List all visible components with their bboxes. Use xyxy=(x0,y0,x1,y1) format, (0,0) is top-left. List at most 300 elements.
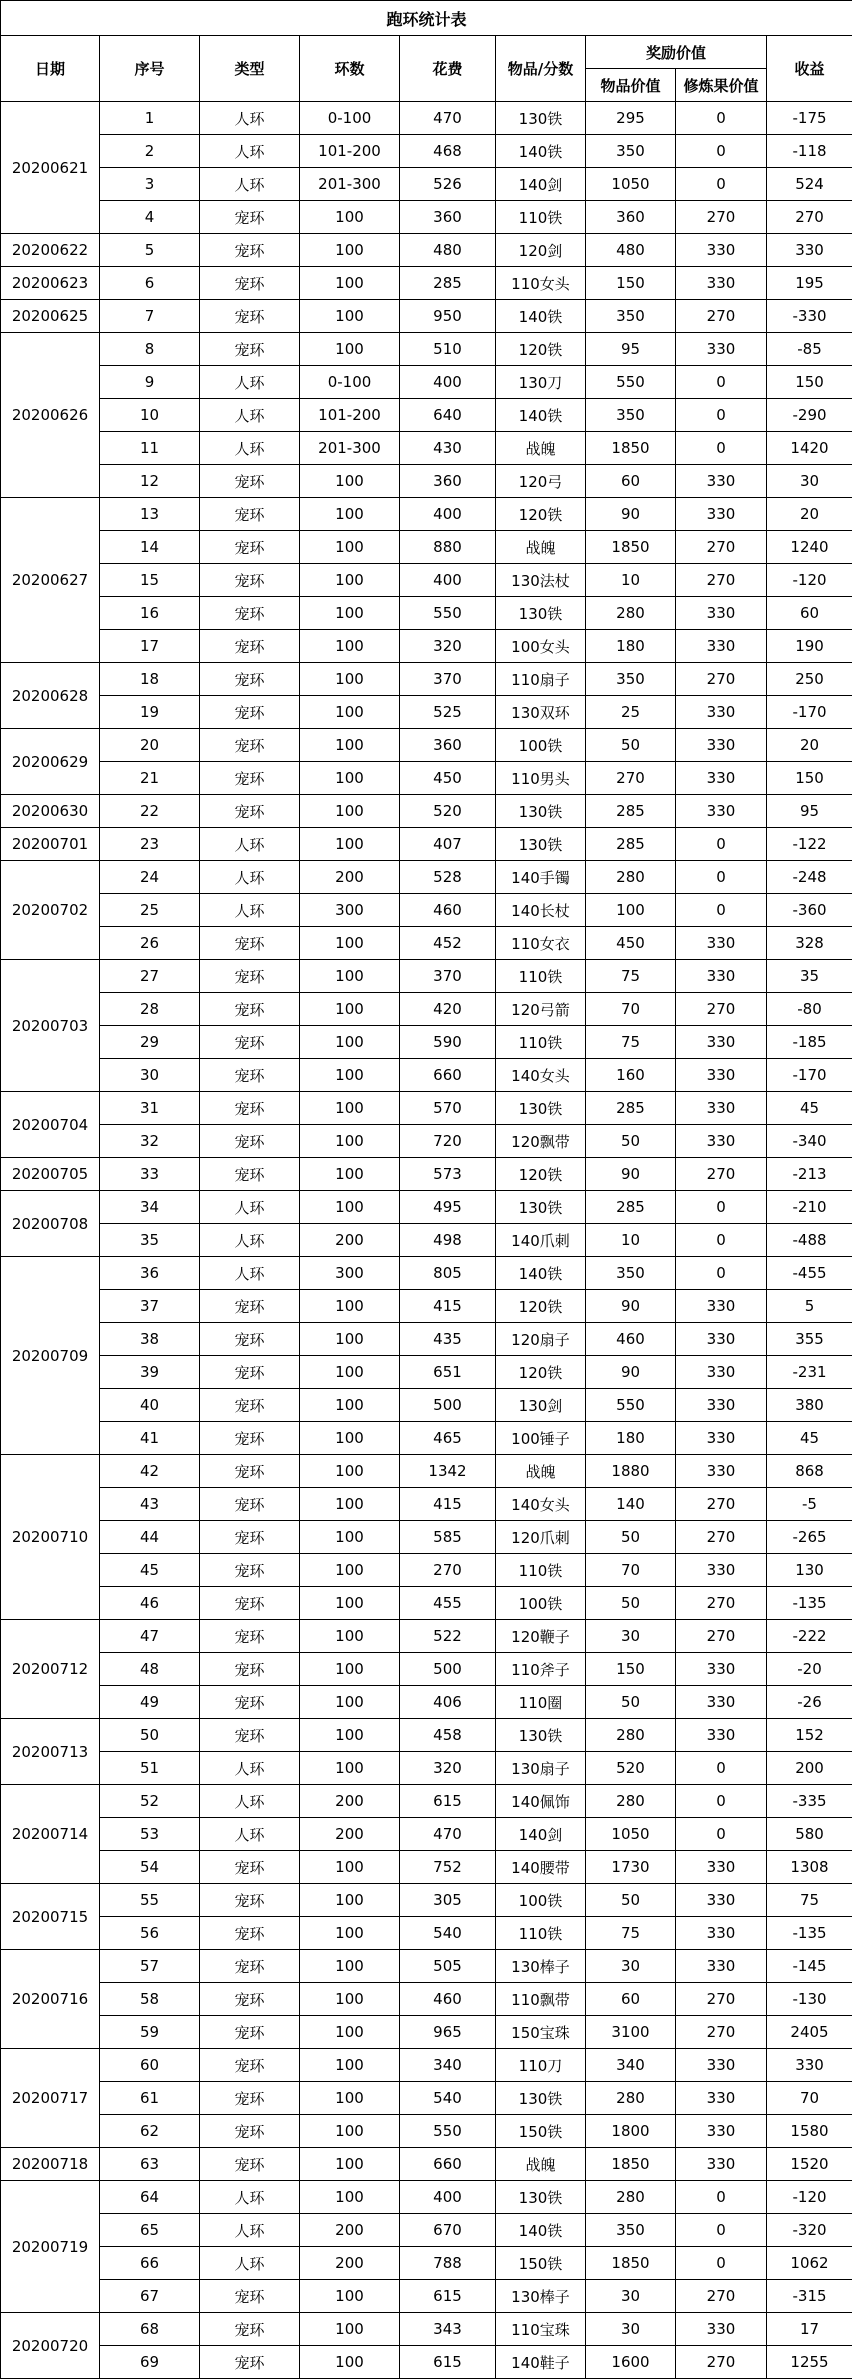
item-value-cell: 50 xyxy=(586,1884,676,1917)
fruit-value-cell: 330 xyxy=(676,729,767,762)
header-fruit-value: 修炼果价值 xyxy=(676,69,767,102)
table-row xyxy=(1,1488,852,1521)
item-value-cell: 180 xyxy=(586,1422,676,1455)
cost-cell: 430 xyxy=(400,432,496,465)
rings-cell: 100 xyxy=(300,498,400,531)
date-cell: 20200702 xyxy=(1,861,100,960)
table-row xyxy=(1,1719,852,1752)
rings-cell: 200 xyxy=(300,2214,400,2247)
item-cell: 100铁 xyxy=(496,729,586,762)
item-cell: 战魄 xyxy=(496,432,586,465)
fruit-value-cell: 0 xyxy=(676,861,767,894)
table-row xyxy=(1,1422,852,1455)
cost-cell: 340 xyxy=(400,2049,496,2082)
table-row xyxy=(1,1356,852,1389)
table-row xyxy=(1,894,852,927)
table-row xyxy=(1,1818,852,1851)
rings-cell: 100 xyxy=(300,1917,400,1950)
date-cell: 20200713 xyxy=(1,1719,100,1785)
profit-cell: 330 xyxy=(767,2049,852,2082)
type-cell: 人环 xyxy=(200,2214,300,2247)
table-row xyxy=(1,201,852,234)
profit-cell: -130 xyxy=(767,1983,852,2016)
rings-cell: 200 xyxy=(300,2247,400,2280)
profit-cell: -265 xyxy=(767,1521,852,1554)
item-value-cell: 60 xyxy=(586,465,676,498)
cost-cell: 540 xyxy=(400,2082,496,2115)
rings-cell: 100 xyxy=(300,465,400,498)
date-cell: 20200622 xyxy=(1,234,100,267)
seq-cell: 42 xyxy=(100,1455,200,1488)
cost-cell: 570 xyxy=(400,1092,496,1125)
type-cell: 宠环 xyxy=(200,531,300,564)
item-value-cell: 3100 xyxy=(586,2016,676,2049)
table-row xyxy=(1,2148,852,2181)
type-cell: 宠环 xyxy=(200,1455,300,1488)
header-rings: 环数 xyxy=(300,36,400,102)
item-cell: 110铁 xyxy=(496,201,586,234)
fruit-value-cell: 0 xyxy=(676,1257,767,1290)
cost-cell: 500 xyxy=(400,1653,496,1686)
cost-cell: 470 xyxy=(400,1818,496,1851)
fruit-value-cell: 330 xyxy=(676,465,767,498)
rings-cell: 100 xyxy=(300,960,400,993)
item-cell: 130铁 xyxy=(496,828,586,861)
seq-cell: 66 xyxy=(100,2247,200,2280)
profit-cell: -330 xyxy=(767,300,852,333)
type-cell: 人环 xyxy=(200,894,300,927)
type-cell: 宠环 xyxy=(200,1884,300,1917)
profit-cell: -135 xyxy=(767,1587,852,1620)
fruit-value-cell: 330 xyxy=(676,960,767,993)
fruit-value-cell: 330 xyxy=(676,1719,767,1752)
cost-cell: 950 xyxy=(400,300,496,333)
profit-cell: 580 xyxy=(767,1818,852,1851)
seq-cell: 25 xyxy=(100,894,200,927)
profit-cell: -145 xyxy=(767,1950,852,1983)
seq-cell: 30 xyxy=(100,1059,200,1092)
type-cell: 宠环 xyxy=(200,1488,300,1521)
type-cell: 人环 xyxy=(200,2247,300,2280)
cost-cell: 522 xyxy=(400,1620,496,1653)
date-cell: 20200630 xyxy=(1,795,100,828)
seq-cell: 41 xyxy=(100,1422,200,1455)
item-cell: 120弓箭 xyxy=(496,993,586,1026)
cost-cell: 420 xyxy=(400,993,496,1026)
item-value-cell: 25 xyxy=(586,696,676,729)
item-cell: 140剑 xyxy=(496,1818,586,1851)
seq-cell: 69 xyxy=(100,2346,200,2379)
item-cell: 130刀 xyxy=(496,366,586,399)
fruit-value-cell: 0 xyxy=(676,366,767,399)
fruit-value-cell: 330 xyxy=(676,1356,767,1389)
item-cell: 130双环 xyxy=(496,696,586,729)
table-row xyxy=(1,135,852,168)
type-cell: 宠环 xyxy=(200,2115,300,2148)
type-cell: 宠环 xyxy=(200,1983,300,2016)
date-cell: 20200717 xyxy=(1,2049,100,2148)
cost-cell: 343 xyxy=(400,2313,496,2346)
fruit-value-cell: 0 xyxy=(676,1752,767,1785)
table-row xyxy=(1,399,852,432)
seq-cell: 59 xyxy=(100,2016,200,2049)
cost-cell: 415 xyxy=(400,1290,496,1323)
seq-cell: 39 xyxy=(100,1356,200,1389)
fruit-value-cell: 270 xyxy=(676,2016,767,2049)
cost-cell: 526 xyxy=(400,168,496,201)
profit-cell: 45 xyxy=(767,1092,852,1125)
table-row xyxy=(1,1191,852,1224)
seq-cell: 21 xyxy=(100,762,200,795)
fruit-value-cell: 330 xyxy=(676,2082,767,2115)
date-cell: 20200708 xyxy=(1,1191,100,1257)
rings-cell: 100 xyxy=(300,2049,400,2082)
item-cell: 120弓 xyxy=(496,465,586,498)
type-cell: 宠环 xyxy=(200,1851,300,1884)
seq-cell: 24 xyxy=(100,861,200,894)
profit-cell: -170 xyxy=(767,1059,852,1092)
item-value-cell: 350 xyxy=(586,300,676,333)
item-cell: 110铁 xyxy=(496,1554,586,1587)
cost-cell: 407 xyxy=(400,828,496,861)
cost-cell: 460 xyxy=(400,1983,496,2016)
table-row xyxy=(1,366,852,399)
cost-cell: 880 xyxy=(400,531,496,564)
seq-cell: 34 xyxy=(100,1191,200,1224)
item-cell: 140长杖 xyxy=(496,894,586,927)
cost-cell: 585 xyxy=(400,1521,496,1554)
rings-cell: 300 xyxy=(300,1257,400,1290)
item-cell: 110飘带 xyxy=(496,1983,586,2016)
table-row xyxy=(1,795,852,828)
fruit-value-cell: 0 xyxy=(676,2214,767,2247)
item-cell: 140铁 xyxy=(496,1257,586,1290)
item-value-cell: 360 xyxy=(586,201,676,234)
rings-cell: 100 xyxy=(300,597,400,630)
type-cell: 宠环 xyxy=(200,1356,300,1389)
table-row xyxy=(1,861,852,894)
cost-cell: 458 xyxy=(400,1719,496,1752)
seq-cell: 37 xyxy=(100,1290,200,1323)
table-row xyxy=(1,1950,852,1983)
cost-cell: 370 xyxy=(400,960,496,993)
rings-cell: 100 xyxy=(300,1488,400,1521)
profit-cell: -120 xyxy=(767,2181,852,2214)
item-cell: 150铁 xyxy=(496,2115,586,2148)
item-cell: 110男头 xyxy=(496,762,586,795)
cost-cell: 640 xyxy=(400,399,496,432)
header-type: 类型 xyxy=(200,36,300,102)
type-cell: 人环 xyxy=(200,168,300,201)
table-row xyxy=(1,333,852,366)
date-cell: 20200628 xyxy=(1,663,100,729)
cost-cell: 320 xyxy=(400,630,496,663)
item-cell: 140剑 xyxy=(496,168,586,201)
type-cell: 人环 xyxy=(200,399,300,432)
item-cell: 战魄 xyxy=(496,1455,586,1488)
profit-cell: -120 xyxy=(767,564,852,597)
fruit-value-cell: 330 xyxy=(676,1422,767,1455)
profit-cell: 868 xyxy=(767,1455,852,1488)
profit-cell: -20 xyxy=(767,1653,852,1686)
cost-cell: 498 xyxy=(400,1224,496,1257)
seq-cell: 68 xyxy=(100,2313,200,2346)
cost-cell: 615 xyxy=(400,1785,496,1818)
date-cell: 20200625 xyxy=(1,300,100,333)
type-cell: 宠环 xyxy=(200,1158,300,1191)
seq-cell: 6 xyxy=(100,267,200,300)
type-cell: 宠环 xyxy=(200,2346,300,2379)
date-cell: 20200716 xyxy=(1,1950,100,2049)
profit-cell: 150 xyxy=(767,762,852,795)
type-cell: 宠环 xyxy=(200,1554,300,1587)
seq-cell: 31 xyxy=(100,1092,200,1125)
rings-cell: 200 xyxy=(300,861,400,894)
table-row xyxy=(1,2082,852,2115)
seq-cell: 38 xyxy=(100,1323,200,1356)
item-value-cell: 1730 xyxy=(586,1851,676,1884)
item-cell: 140铁 xyxy=(496,2214,586,2247)
cost-cell: 670 xyxy=(400,2214,496,2247)
item-cell: 130棒子 xyxy=(496,1950,586,1983)
item-cell: 130铁 xyxy=(496,102,586,135)
rings-cell: 100 xyxy=(300,1620,400,1653)
item-value-cell: 50 xyxy=(586,1686,676,1719)
seq-cell: 9 xyxy=(100,366,200,399)
fruit-value-cell: 0 xyxy=(676,1785,767,1818)
date-cell: 20200712 xyxy=(1,1620,100,1719)
seq-cell: 29 xyxy=(100,1026,200,1059)
item-value-cell: 350 xyxy=(586,663,676,696)
table-row xyxy=(1,1257,852,1290)
fruit-value-cell: 330 xyxy=(676,1455,767,1488)
profit-cell: 20 xyxy=(767,729,852,762)
rings-cell: 100 xyxy=(300,1092,400,1125)
date-cell: 20200621 xyxy=(1,102,100,234)
rings-cell: 101-200 xyxy=(300,135,400,168)
type-cell: 宠环 xyxy=(200,1422,300,1455)
header-profit: 收益 xyxy=(767,36,852,102)
cost-cell: 752 xyxy=(400,1851,496,1884)
cost-cell: 590 xyxy=(400,1026,496,1059)
item-value-cell: 280 xyxy=(586,1785,676,1818)
type-cell: 宠环 xyxy=(200,795,300,828)
table-row xyxy=(1,1587,852,1620)
type-cell: 人环 xyxy=(200,432,300,465)
cost-cell: 550 xyxy=(400,2115,496,2148)
item-value-cell: 1850 xyxy=(586,2247,676,2280)
item-value-cell: 285 xyxy=(586,1092,676,1125)
type-cell: 宠环 xyxy=(200,2148,300,2181)
cost-cell: 406 xyxy=(400,1686,496,1719)
profit-cell: -488 xyxy=(767,1224,852,1257)
item-value-cell: 480 xyxy=(586,234,676,267)
fruit-value-cell: 0 xyxy=(676,2181,767,2214)
seq-cell: 44 xyxy=(100,1521,200,1554)
seq-cell: 15 xyxy=(100,564,200,597)
type-cell: 宠环 xyxy=(200,729,300,762)
seq-cell: 26 xyxy=(100,927,200,960)
profit-cell: -5 xyxy=(767,1488,852,1521)
seq-cell: 16 xyxy=(100,597,200,630)
item-cell: 120剑 xyxy=(496,234,586,267)
fruit-value-cell: 270 xyxy=(676,1521,767,1554)
type-cell: 宠环 xyxy=(200,663,300,696)
rings-cell: 100 xyxy=(300,333,400,366)
profit-cell: -340 xyxy=(767,1125,852,1158)
seq-cell: 17 xyxy=(100,630,200,663)
item-value-cell: 1850 xyxy=(586,531,676,564)
seq-cell: 10 xyxy=(100,399,200,432)
seq-cell: 47 xyxy=(100,1620,200,1653)
fruit-value-cell: 330 xyxy=(676,1125,767,1158)
table-row xyxy=(1,432,852,465)
item-cell: 140佩饰 xyxy=(496,1785,586,1818)
seq-cell: 11 xyxy=(100,432,200,465)
table-row xyxy=(1,2280,852,2313)
seq-cell: 43 xyxy=(100,1488,200,1521)
item-value-cell: 30 xyxy=(586,1620,676,1653)
item-value-cell: 75 xyxy=(586,1026,676,1059)
profit-cell: 95 xyxy=(767,795,852,828)
profit-cell: 152 xyxy=(767,1719,852,1752)
profit-cell: -210 xyxy=(767,1191,852,1224)
item-cell: 140手镯 xyxy=(496,861,586,894)
type-cell: 宠环 xyxy=(200,1620,300,1653)
table-row xyxy=(1,1620,852,1653)
item-value-cell: 550 xyxy=(586,366,676,399)
type-cell: 人环 xyxy=(200,861,300,894)
header-item-value: 物品价值 xyxy=(586,69,676,102)
profit-cell: 1240 xyxy=(767,531,852,564)
item-value-cell: 285 xyxy=(586,828,676,861)
rings-cell: 100 xyxy=(300,2016,400,2049)
profit-cell: 2405 xyxy=(767,2016,852,2049)
cost-cell: 415 xyxy=(400,1488,496,1521)
profit-cell: 75 xyxy=(767,1884,852,1917)
seq-cell: 7 xyxy=(100,300,200,333)
fruit-value-cell: 330 xyxy=(676,1389,767,1422)
type-cell: 宠环 xyxy=(200,1290,300,1323)
item-value-cell: 340 xyxy=(586,2049,676,2082)
item-cell: 100女头 xyxy=(496,630,586,663)
date-cell: 20200705 xyxy=(1,1158,100,1191)
rings-cell: 200 xyxy=(300,1785,400,1818)
fruit-value-cell: 0 xyxy=(676,399,767,432)
table-row xyxy=(1,1092,852,1125)
item-value-cell: 1800 xyxy=(586,2115,676,2148)
rings-cell: 100 xyxy=(300,1587,400,1620)
item-value-cell: 1880 xyxy=(586,1455,676,1488)
item-value-cell: 50 xyxy=(586,1521,676,1554)
seq-cell: 13 xyxy=(100,498,200,531)
fruit-value-cell: 270 xyxy=(676,663,767,696)
profit-cell: -320 xyxy=(767,2214,852,2247)
seq-cell: 53 xyxy=(100,1818,200,1851)
rings-cell: 100 xyxy=(300,2082,400,2115)
item-value-cell: 280 xyxy=(586,1719,676,1752)
item-value-cell: 90 xyxy=(586,1290,676,1323)
cost-cell: 465 xyxy=(400,1422,496,1455)
fruit-value-cell: 330 xyxy=(676,762,767,795)
fruit-value-cell: 330 xyxy=(676,2115,767,2148)
seq-cell: 64 xyxy=(100,2181,200,2214)
item-cell: 140铁 xyxy=(496,300,586,333)
header-reward: 奖励价值 xyxy=(586,36,767,69)
item-value-cell: 30 xyxy=(586,1950,676,1983)
rings-cell: 100 xyxy=(300,564,400,597)
table-row xyxy=(1,1884,852,1917)
fruit-value-cell: 330 xyxy=(676,1290,767,1323)
seq-cell: 27 xyxy=(100,960,200,993)
rings-cell: 100 xyxy=(300,201,400,234)
profit-cell: 17 xyxy=(767,2313,852,2346)
fruit-value-cell: 0 xyxy=(676,135,767,168)
item-value-cell: 350 xyxy=(586,399,676,432)
cost-cell: 505 xyxy=(400,1950,496,1983)
seq-cell: 63 xyxy=(100,2148,200,2181)
table-row xyxy=(1,729,852,762)
table-row xyxy=(1,1917,852,1950)
table-row xyxy=(1,1983,852,2016)
table-row xyxy=(1,663,852,696)
item-cell: 130铁 xyxy=(496,2181,586,2214)
rings-cell: 100 xyxy=(300,1686,400,1719)
item-value-cell: 140 xyxy=(586,1488,676,1521)
fruit-value-cell: 270 xyxy=(676,1620,767,1653)
rings-cell: 100 xyxy=(300,762,400,795)
fruit-value-cell: 330 xyxy=(676,1092,767,1125)
seq-cell: 35 xyxy=(100,1224,200,1257)
table-row xyxy=(1,1752,852,1785)
item-value-cell: 1600 xyxy=(586,2346,676,2379)
item-cell: 120铁 xyxy=(496,333,586,366)
profit-cell: 1308 xyxy=(767,1851,852,1884)
date-cell: 20200704 xyxy=(1,1092,100,1158)
seq-cell: 36 xyxy=(100,1257,200,1290)
type-cell: 宠环 xyxy=(200,1125,300,1158)
item-cell: 150宝珠 xyxy=(496,2016,586,2049)
profit-cell: 1520 xyxy=(767,2148,852,2181)
rings-cell: 100 xyxy=(300,267,400,300)
item-value-cell: 75 xyxy=(586,1917,676,1950)
type-cell: 宠环 xyxy=(200,1026,300,1059)
date-cell: 20200627 xyxy=(1,498,100,663)
item-cell: 130铁 xyxy=(496,1191,586,1224)
table-row xyxy=(1,597,852,630)
rings-cell: 100 xyxy=(300,2280,400,2313)
rings-cell: 100 xyxy=(300,1752,400,1785)
header-cost: 花费 xyxy=(400,36,496,102)
cost-cell: 400 xyxy=(400,366,496,399)
table-row xyxy=(1,2049,852,2082)
table-row xyxy=(1,927,852,960)
seq-cell: 23 xyxy=(100,828,200,861)
rings-cell: 100 xyxy=(300,2148,400,2181)
rings-cell: 100 xyxy=(300,234,400,267)
header-row-1 xyxy=(1,36,852,69)
seq-cell: 1 xyxy=(100,102,200,135)
type-cell: 人环 xyxy=(200,135,300,168)
item-value-cell: 30 xyxy=(586,2280,676,2313)
type-cell: 人环 xyxy=(200,828,300,861)
profit-cell: 250 xyxy=(767,663,852,696)
rings-cell: 100 xyxy=(300,1719,400,1752)
item-cell: 110扇子 xyxy=(496,663,586,696)
seq-cell: 12 xyxy=(100,465,200,498)
profit-cell: 20 xyxy=(767,498,852,531)
item-value-cell: 280 xyxy=(586,597,676,630)
